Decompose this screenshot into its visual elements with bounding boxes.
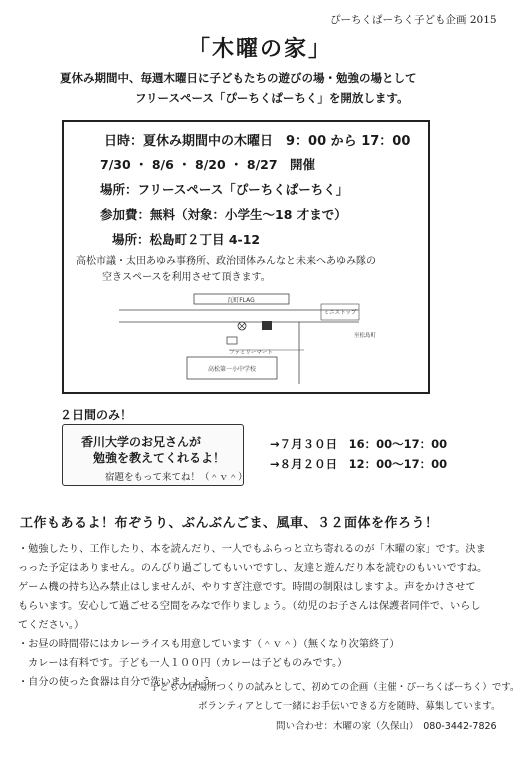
page-title: 「木曜の家」 bbox=[187, 37, 332, 62]
dates-text: 7/30 ・ 8/6 ・ 8/20 ・ 8/27 開催 bbox=[100, 157, 316, 172]
map-label-station: 至松島町 bbox=[354, 333, 377, 339]
bullet-line: もらいます。安心して過ごせる空間をみなで作りましょう。（幼児のお子さんは保護者同伴で、いらし bbox=[18, 601, 481, 612]
intro-line-2: フリースペース「ぴーちくぱーちく」を開放します。 bbox=[135, 91, 409, 105]
craft-heading: 工作もあるよ！布ぞうり、ぶんぶんごま、風車、３２面体を作ろう！ bbox=[20, 516, 439, 531]
datetime-text: 日時：夏休み期間中の木曜日 9：00 から 17：00 bbox=[104, 134, 411, 149]
bullet-line: ・お昼の時間帯にはカレーライスも用意しています（＾ｖ＾）（無くなり次第終了） bbox=[18, 639, 400, 650]
info-bullets bbox=[18, 540, 502, 692]
tutor-line-1: 香川大学のお兄さんが bbox=[81, 435, 202, 449]
location-map bbox=[119, 292, 389, 384]
footer-line-2: ボランティアとして一緒にお手伝いできる方を随時、募集しています。 bbox=[198, 701, 501, 712]
bullet-line: てください。） bbox=[18, 620, 85, 631]
map-label-store: ファミリーマート bbox=[229, 350, 273, 356]
details-box bbox=[62, 120, 430, 394]
bullet-line: っった予定はありません。のんびり過ごしてもいいですし、友達と遊んだり本を読むのもいいですね。 bbox=[18, 563, 488, 574]
map-label-bottom: 高松第一小中学校 bbox=[207, 366, 257, 373]
address-text: 場所：松島町２丁目 4-12 bbox=[112, 232, 261, 247]
map-venue-block bbox=[262, 321, 272, 330]
bullet-line: ・勉強したり、工作したり、本を読んだり、一人でもふらっと立ち寄れるのが「木曜の家」です。決ま bbox=[18, 544, 486, 555]
tutor-scroll-box bbox=[62, 424, 248, 486]
bullet-line: ・自分の使った食器は自分で洗いましょう。 bbox=[18, 677, 222, 688]
venue-text: 場所：フリースペース「ぴーちくぱーちく」 bbox=[100, 182, 349, 197]
map-label-top: 瓦町FLAG bbox=[227, 297, 255, 304]
organizer-label: ぴーちくぱーちく子ども企画 2015 bbox=[330, 14, 497, 26]
two-days-heading: ２日間のみ！ bbox=[60, 408, 133, 422]
map-label-right: ミニストップ bbox=[323, 310, 357, 316]
contact-line: 問い合わせ：木曜の家（久保山） 080-3442-7826 bbox=[276, 721, 497, 732]
tutor-time-1: →７月３０日 16：00～17：00 bbox=[270, 437, 448, 451]
intro-line-1: 夏休み期間中、毎週木曜日に子どもたちの遊びの場・勉強の場として bbox=[60, 71, 417, 85]
venue-note-2: 空きスペースを利用させて頂きます。 bbox=[102, 272, 271, 283]
footer-line-1: 子どもの居場所つくりの試みとして、初めての企画（主催・ぴーちくぱーちく）です。 bbox=[150, 682, 520, 693]
bullet-line: ゲーム機の持ち込み禁止はしませんが、やりすぎ注意です。時間の制限はしますよ。声をかけさせて bbox=[18, 582, 476, 593]
venue-note-1: 高松市議・太田あゆみ事務所、政治団体みんなと未来へあゆみ隊の bbox=[76, 256, 376, 267]
tutor-time-2: →８月２０日 12：00～17：00 bbox=[270, 457, 448, 471]
fee-text: 参加費：無料（対象：小学生～18 才まで） bbox=[100, 207, 347, 222]
bullet-line: カレーは有料です。子ども一人１００円（カレーは子どものみです。） bbox=[28, 658, 348, 669]
tutor-line-2: 勉強を教えてくれるよ！ bbox=[93, 451, 226, 465]
tutor-line-3: 宿題をもって来てね！（＾ｖ＾） bbox=[105, 472, 248, 483]
